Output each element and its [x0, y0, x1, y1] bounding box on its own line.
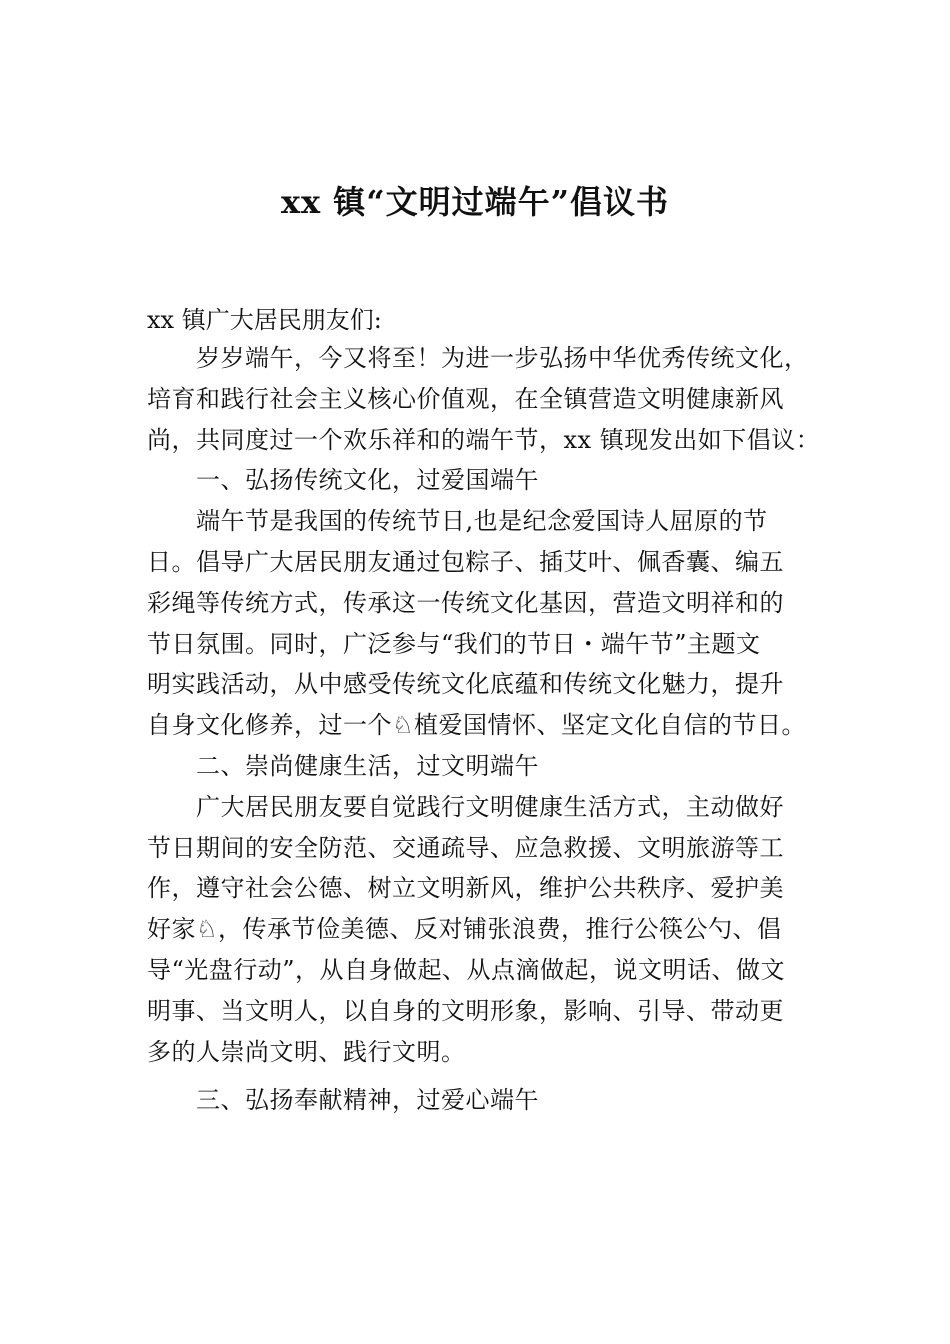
paragraph-line: 自身文化修养，过一个♘植爱国情怀、坚定文化自信的节日。: [147, 711, 807, 740]
paragraph-line: 彩绳等传统方式，传承这一传统文化基因，营造文明祥和的: [147, 588, 784, 617]
section-heading: 三、弘扬奉献精神，过爱心端午: [196, 1086, 539, 1115]
paragraph-line: 尚，共同度过一个欢乐祥和的端午节，xx 镇现发出如下倡议：: [147, 425, 821, 454]
paragraph-line: 岁岁端午，今又将至！为进一步弘扬中华优秀传统文化，: [196, 344, 809, 372]
paragraph-line: 明实践活动，从中感受传统文化底蕴和传统文化魅力，提升: [147, 670, 784, 699]
paragraph-line: 节日期间的安全防范、交通疏导、应急救援、文明旅游等工: [147, 833, 784, 862]
paragraph-gap: [147, 1072, 827, 1080]
paragraph-line: 作，遵守社会公德、树立文明新风，维护公共秩序、爱护美: [147, 874, 784, 903]
salutation: xx 镇广大居民朋友们:: [147, 306, 382, 334]
paragraph-line: 培育和践行社会主义核心价值观，在全镇营造文明健康新风: [147, 384, 784, 413]
paragraph-line: 节日氛围。同时，广泛参与“我们的节日・端午节”主题文: [147, 629, 761, 658]
section-heading: 二、崇尚健康生活，过文明端午: [196, 751, 539, 780]
document-body: [147, 338, 827, 1121]
document-title: xx 镇“文明过端午”倡议书: [280, 183, 670, 221]
paragraph-line: 端午节是我国的传统节日,也是纪念爱国诗人屈原的节: [196, 507, 768, 536]
section-heading: 一、弘扬传统文化，过爱国端午: [196, 466, 539, 495]
paragraph-line: 广大居民朋友要自觉践行文明健康生活方式，主动做好: [196, 792, 784, 821]
paragraph-line: 多的人崇尚文明、践行文明。: [147, 1037, 466, 1066]
paragraph-line: 好家♘，传承节俭美德、反对铺张浪费，推行公筷公勺、倡: [147, 915, 782, 944]
paragraph-line: 明事、当文明人，以自身的文明形象，影响、引导、带动更: [147, 996, 784, 1025]
paragraph-line: 日。倡导广大居民朋友通过包粽子、插艾叶、佩香囊、编五: [147, 547, 784, 576]
paragraph-line: 导“光盘行动”，从自身做起、从点滴做起，说文明话、做文: [147, 955, 786, 984]
